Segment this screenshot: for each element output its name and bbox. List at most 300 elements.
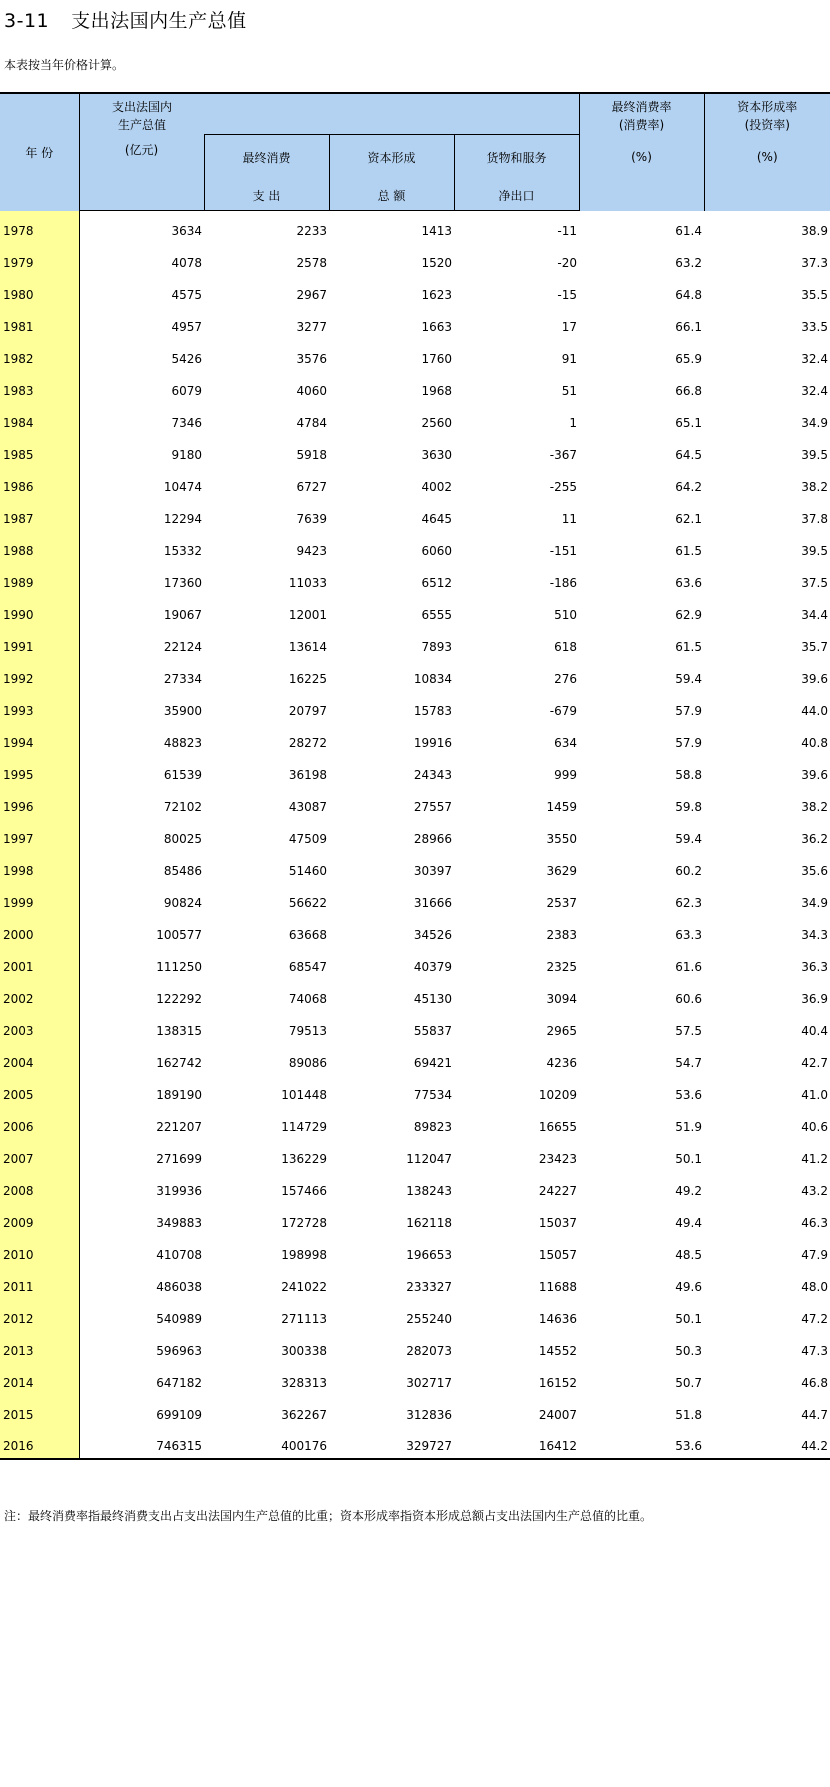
table-row [0, 1043, 830, 1075]
final-consumption-cell: 4060 [296, 383, 327, 398]
consumption-rate-cell: 61.5 [675, 639, 702, 654]
year-cell: 2009 [0, 1203, 79, 1235]
capital-rate-cell: 36.3 [801, 959, 828, 974]
table-row [0, 1171, 830, 1203]
final-consumption-cell: 47509 [288, 831, 327, 846]
table-row [0, 499, 830, 531]
year-cell: 2010 [0, 1235, 79, 1267]
gdp-cell: 7346 [171, 415, 202, 430]
final-consumption-cell: 28272 [288, 735, 327, 750]
consumption-rate-cell: 63.3 [675, 927, 702, 942]
net-exports-cell: 2325 [546, 959, 577, 974]
table-row [0, 947, 830, 979]
table-row [0, 1139, 830, 1171]
gdp-cell: 4957 [171, 319, 202, 334]
table-row [0, 371, 830, 403]
capital-formation-cell: 138243 [406, 1183, 452, 1198]
capital-rate-cell: 40.4 [801, 1023, 828, 1038]
gdp-cell: 162742 [156, 1055, 202, 1070]
consumption-rate-cell: 50.7 [675, 1375, 702, 1390]
capital-rate-cell: 32.4 [801, 351, 828, 366]
capital-formation-cell: 27557 [413, 799, 452, 814]
consumption-rate-cell: 59.8 [675, 799, 702, 814]
capital-formation-cell: 1968 [421, 383, 452, 398]
year-cell: 1982 [0, 339, 79, 371]
net-exports-cell: 634 [554, 735, 577, 750]
year-cell: 1992 [0, 659, 79, 691]
year-cell: 1998 [0, 851, 79, 883]
gdp-cell: 540989 [156, 1311, 202, 1326]
consumption-rate-cell: 57.9 [675, 703, 702, 718]
final-consumption-cell: 157466 [281, 1183, 327, 1198]
final-consumption-cell: 51460 [288, 863, 327, 878]
final-consumption-cell: 136229 [281, 1151, 327, 1166]
table-row [0, 1235, 830, 1267]
consumption-rate-cell: 58.8 [675, 767, 702, 782]
gdp-cell: 746315 [79, 1427, 204, 1459]
capital-rate-cell: 38.9 [801, 223, 828, 238]
gdp-cell: 17360 [163, 575, 202, 590]
gdp-cell: 12294 [163, 511, 202, 526]
final-consumption-cell: 4784 [296, 415, 327, 430]
capital-rate-cell: 40.8 [801, 735, 828, 750]
page-title [4, 6, 247, 33]
consumption-rate-cell: 63.6 [675, 575, 702, 590]
final-consumption-cell: 20797 [288, 703, 327, 718]
header-gdp-unit: (亿元) [79, 135, 204, 211]
final-consumption-cell: 11033 [288, 575, 327, 590]
consumption-rate-cell: 59.4 [675, 831, 702, 846]
consumption-rate-cell: 53.6 [579, 1427, 704, 1459]
gdp-cell: 15332 [163, 543, 202, 558]
final-consumption-cell: 198998 [281, 1247, 327, 1262]
table-row [0, 883, 830, 915]
consumption-rate-cell: 49.4 [675, 1215, 702, 1230]
table-row [0, 563, 830, 595]
year-cell: 1990 [0, 595, 79, 627]
capital-formation-cell: 45130 [413, 991, 452, 1006]
capital-formation-cell: 162118 [406, 1215, 452, 1230]
capital-formation-cell: 1623 [421, 287, 452, 302]
capital-formation-cell: 31666 [413, 895, 452, 910]
consumption-rate-cell: 54.7 [675, 1055, 702, 1070]
capital-rate-cell: 35.7 [801, 639, 828, 654]
capital-formation-cell: 312836 [406, 1407, 452, 1422]
capital-rate-cell: 39.5 [801, 447, 828, 462]
year-cell: 1988 [0, 531, 79, 563]
gdp-cell: 9180 [171, 447, 202, 462]
year-cell: 2004 [0, 1043, 79, 1075]
year-cell: 1980 [0, 275, 79, 307]
net-exports-cell: 1 [569, 415, 577, 430]
net-exports-cell: 24007 [538, 1407, 577, 1422]
consumption-rate-cell: 64.8 [675, 287, 702, 302]
consumption-rate-cell: 48.5 [675, 1247, 702, 1262]
gdp-cell: 138315 [156, 1023, 202, 1038]
consumption-rate-cell: 53.6 [675, 1087, 702, 1102]
net-exports-cell: -11 [557, 223, 577, 238]
consumption-rate-cell: 66.1 [675, 319, 702, 334]
consumption-rate-cell: 51.9 [675, 1119, 702, 1134]
table-row [0, 467, 830, 499]
capital-formation-cell: 34526 [413, 927, 452, 942]
gdp-cell: 349883 [156, 1215, 202, 1230]
net-exports-cell: 2383 [546, 927, 577, 942]
net-exports-cell: 3094 [546, 991, 577, 1006]
gdp-cell: 80025 [163, 831, 202, 846]
net-exports-cell: 17 [561, 319, 577, 334]
final-consumption-cell: 2578 [296, 255, 327, 270]
year-cell: 2001 [0, 947, 79, 979]
capital-rate-cell: 39.6 [801, 767, 828, 782]
net-exports-cell: 2965 [546, 1023, 577, 1038]
gdp-cell: 486038 [156, 1279, 202, 1294]
capital-rate-cell: 37.8 [801, 511, 828, 526]
net-exports-cell: 10209 [538, 1087, 577, 1102]
header-gdp-line2: 生产总值 [117, 118, 166, 132]
year-cell: 2000 [0, 915, 79, 947]
capital-formation-cell: 282073 [406, 1343, 452, 1358]
final-consumption-cell: 63668 [288, 927, 327, 942]
capital-formation-cell: 329727 [329, 1427, 454, 1459]
header-capital-rate: 资本形成率 (投资率) (%) [704, 93, 830, 211]
table-number: 3-11 [4, 10, 50, 32]
year-cell: 1994 [0, 723, 79, 755]
net-exports-cell: -255 [549, 479, 577, 494]
year-cell: 1991 [0, 627, 79, 659]
final-consumption-cell: 89086 [288, 1055, 327, 1070]
capital-formation-cell: 30397 [413, 863, 452, 878]
consumption-rate-cell: 66.8 [675, 383, 702, 398]
consumption-rate-cell: 61.5 [675, 543, 702, 558]
final-consumption-cell: 271113 [281, 1311, 327, 1326]
net-exports-cell: 16655 [538, 1119, 577, 1134]
gdp-cell: 189190 [156, 1087, 202, 1102]
header-final-consumption: 最终消费 支 出 [204, 135, 329, 211]
final-consumption-cell: 400176 [204, 1427, 329, 1459]
consumption-rate-cell: 61.4 [675, 223, 702, 238]
final-consumption-cell: 13614 [288, 639, 327, 654]
table-title: 支出法国内生产总值 [71, 10, 247, 32]
consumption-rate-cell: 64.5 [675, 447, 702, 462]
capital-formation-cell: 255240 [406, 1311, 452, 1326]
year-cell: 1979 [0, 243, 79, 275]
year-cell: 2012 [0, 1299, 79, 1331]
net-exports-cell: -15 [557, 287, 577, 302]
header-year: 年 份 [0, 93, 79, 211]
year-cell: 2014 [0, 1363, 79, 1395]
year-cell: 1997 [0, 819, 79, 851]
year-cell: 2008 [0, 1171, 79, 1203]
year-cell: 2013 [0, 1331, 79, 1363]
capital-rate-cell: 35.5 [801, 287, 828, 302]
final-consumption-cell: 16225 [288, 671, 327, 686]
year-cell: 1993 [0, 691, 79, 723]
footnote: 注：最终消费率指最终消费支出占支出法国内生产总值的比重；资本形成率指资本形成总额占支出法国内生产总值的比重。 [4, 1509, 653, 1523]
table-row [0, 531, 830, 563]
capital-rate-cell: 44.0 [801, 703, 828, 718]
net-exports-cell: -679 [549, 703, 577, 718]
capital-rate-cell: 41.0 [801, 1087, 828, 1102]
final-consumption-cell: 9423 [296, 543, 327, 558]
table-row [0, 755, 830, 787]
capital-formation-cell: 1520 [421, 255, 452, 270]
capital-formation-cell: 4645 [421, 511, 452, 526]
year-cell: 1983 [0, 371, 79, 403]
final-consumption-cell: 3277 [296, 319, 327, 334]
year-cell: 1986 [0, 467, 79, 499]
price-note: 本表按当年价格计算。 [4, 58, 125, 72]
year-cell: 2005 [0, 1075, 79, 1107]
year-cell: 1985 [0, 435, 79, 467]
capital-formation-cell: 28966 [413, 831, 452, 846]
capital-rate-cell: 46.3 [801, 1215, 828, 1230]
capital-rate-cell: 44.2 [704, 1427, 830, 1459]
net-exports-cell: 14636 [538, 1311, 577, 1326]
final-consumption-cell: 3576 [296, 351, 327, 366]
table-row [0, 1203, 830, 1235]
final-consumption-cell: 300338 [281, 1343, 327, 1358]
net-exports-cell: 999 [554, 767, 577, 782]
net-exports-cell: 618 [554, 639, 577, 654]
gdp-cell: 410708 [156, 1247, 202, 1262]
table-row [0, 1395, 830, 1427]
final-consumption-cell: 2967 [296, 287, 327, 302]
capital-formation-cell: 196653 [406, 1247, 452, 1262]
consumption-rate-cell: 62.9 [675, 607, 702, 622]
header-gdp-group [79, 93, 579, 135]
gdp-cell: 647182 [156, 1375, 202, 1390]
gdp-cell: 4575 [171, 287, 202, 302]
final-consumption-cell: 43087 [288, 799, 327, 814]
net-exports-cell: -20 [557, 255, 577, 270]
net-exports-cell: -186 [549, 575, 577, 590]
capital-rate-cell: 34.9 [801, 415, 828, 430]
table-row [0, 1107, 830, 1139]
capital-formation-cell: 233327 [406, 1279, 452, 1294]
capital-rate-cell: 43.2 [801, 1183, 828, 1198]
final-consumption-cell: 36198 [288, 767, 327, 782]
table-row [0, 1011, 830, 1043]
header-capital-formation: 资本形成 总 额 [329, 135, 454, 211]
year-cell: 2011 [0, 1267, 79, 1299]
final-consumption-cell: 68547 [288, 959, 327, 974]
gdp-cell: 72102 [163, 799, 202, 814]
capital-formation-cell: 89823 [413, 1119, 452, 1134]
final-consumption-cell: 12001 [288, 607, 327, 622]
consumption-rate-cell: 49.6 [675, 1279, 702, 1294]
capital-formation-cell: 302717 [406, 1375, 452, 1390]
capital-formation-cell: 55837 [413, 1023, 452, 1038]
consumption-rate-cell: 60.2 [675, 863, 702, 878]
consumption-rate-cell: 62.3 [675, 895, 702, 910]
final-consumption-cell: 114729 [281, 1119, 327, 1134]
table-row [0, 851, 830, 883]
gdp-cell: 596963 [156, 1343, 202, 1358]
consumption-rate-cell: 50.1 [675, 1311, 702, 1326]
net-exports-cell: 23423 [538, 1151, 577, 1166]
year-cell: 1989 [0, 563, 79, 595]
gdp-cell: 19067 [163, 607, 202, 622]
year-cell: 1978 [0, 211, 79, 243]
capital-formation-cell: 1413 [421, 223, 452, 238]
gdp-cell: 35900 [163, 703, 202, 718]
net-exports-cell: 16412 [454, 1427, 579, 1459]
gdp-cell: 100577 [156, 927, 202, 942]
year-cell: 2007 [0, 1139, 79, 1171]
capital-rate-cell: 47.3 [801, 1343, 828, 1358]
capital-rate-cell: 34.4 [801, 607, 828, 622]
capital-rate-cell: 46.8 [801, 1375, 828, 1390]
gdp-cell: 61539 [163, 767, 202, 782]
final-consumption-cell: 5918 [296, 447, 327, 462]
capital-rate-cell: 42.7 [801, 1055, 828, 1070]
capital-formation-cell: 6512 [421, 575, 452, 590]
consumption-rate-cell: 49.2 [675, 1183, 702, 1198]
net-exports-cell: 91 [561, 351, 577, 366]
capital-formation-cell: 10834 [413, 671, 452, 686]
capital-rate-cell: 32.4 [801, 383, 828, 398]
capital-formation-cell: 4002 [421, 479, 452, 494]
gdp-cell: 22124 [163, 639, 202, 654]
gdp-cell: 271699 [156, 1151, 202, 1166]
gdp-cell: 10474 [163, 479, 202, 494]
capital-formation-cell: 15783 [413, 703, 452, 718]
final-consumption-cell: 172728 [281, 1215, 327, 1230]
final-consumption-cell: 101448 [281, 1087, 327, 1102]
final-consumption-cell: 362267 [281, 1407, 327, 1422]
gdp-cell: 699109 [156, 1407, 202, 1422]
capital-formation-cell: 24343 [413, 767, 452, 782]
net-exports-cell: 15057 [538, 1247, 577, 1262]
final-consumption-cell: 2233 [296, 223, 327, 238]
gdp-cell: 90824 [163, 895, 202, 910]
table-row [0, 787, 830, 819]
table-row [0, 691, 830, 723]
capital-rate-cell: 44.7 [801, 1407, 828, 1422]
final-consumption-cell: 74068 [288, 991, 327, 1006]
year-cell: 1981 [0, 307, 79, 339]
final-consumption-cell: 79513 [288, 1023, 327, 1038]
year-cell: 2016 [0, 1427, 79, 1459]
capital-rate-cell: 39.6 [801, 671, 828, 686]
net-exports-cell: 11688 [538, 1279, 577, 1294]
table-row [0, 627, 830, 659]
net-exports-cell: 4236 [546, 1055, 577, 1070]
capital-formation-cell: 19916 [413, 735, 452, 750]
capital-formation-cell: 1663 [421, 319, 452, 334]
consumption-rate-cell: 50.3 [675, 1343, 702, 1358]
capital-rate-cell: 34.3 [801, 927, 828, 942]
consumption-rate-cell: 57.9 [675, 735, 702, 750]
consumption-rate-cell: 65.9 [675, 351, 702, 366]
consumption-rate-cell: 51.8 [675, 1407, 702, 1422]
capital-rate-cell: 34.9 [801, 895, 828, 910]
capital-formation-cell: 6555 [421, 607, 452, 622]
capital-rate-cell: 37.5 [801, 575, 828, 590]
capital-rate-cell: 47.9 [801, 1247, 828, 1262]
year-cell: 1995 [0, 755, 79, 787]
capital-formation-cell: 6060 [421, 543, 452, 558]
gdp-cell: 27334 [163, 671, 202, 686]
net-exports-cell: 15037 [538, 1215, 577, 1230]
year-cell: 2003 [0, 1011, 79, 1043]
table-row [0, 595, 830, 627]
capital-rate-cell: 40.6 [801, 1119, 828, 1134]
capital-formation-cell: 3630 [421, 447, 452, 462]
gdp-cell: 6079 [171, 383, 202, 398]
gdp-expenditure-table [0, 92, 830, 1460]
gdp-cell: 111250 [156, 959, 202, 974]
consumption-rate-cell: 62.1 [675, 511, 702, 526]
net-exports-cell: 1459 [546, 799, 577, 814]
consumption-rate-cell: 59.4 [675, 671, 702, 686]
table-row [0, 1331, 830, 1363]
header-net-exports: 货物和服务 净出口 [454, 135, 579, 211]
capital-rate-cell: 38.2 [801, 479, 828, 494]
table-row [0, 339, 830, 371]
year-cell: 1996 [0, 787, 79, 819]
capital-formation-cell: 40379 [413, 959, 452, 974]
table-row [0, 211, 830, 243]
table-row [0, 819, 830, 851]
gdp-cell: 48823 [163, 735, 202, 750]
final-consumption-cell: 241022 [281, 1279, 327, 1294]
consumption-rate-cell: 61.6 [675, 959, 702, 974]
capital-formation-cell: 1760 [421, 351, 452, 366]
gdp-cell: 5426 [171, 351, 202, 366]
capital-rate-cell: 36.2 [801, 831, 828, 846]
gdp-cell: 3634 [171, 223, 202, 238]
capital-rate-cell: 41.2 [801, 1151, 828, 1166]
table-body [0, 211, 830, 1459]
capital-rate-cell: 37.3 [801, 255, 828, 270]
net-exports-cell: 3629 [546, 863, 577, 878]
final-consumption-cell: 56622 [288, 895, 327, 910]
year-cell: 1984 [0, 403, 79, 435]
table-row [0, 723, 830, 755]
consumption-rate-cell: 65.1 [675, 415, 702, 430]
table-row [0, 307, 830, 339]
table-row [0, 275, 830, 307]
year-cell: 2002 [0, 979, 79, 1011]
table-row [0, 1075, 830, 1107]
consumption-rate-cell: 63.2 [675, 255, 702, 270]
table-row [0, 403, 830, 435]
capital-rate-cell: 47.2 [801, 1311, 828, 1326]
consumption-rate-cell: 50.1 [675, 1151, 702, 1166]
final-consumption-cell: 6727 [296, 479, 327, 494]
table-row [0, 1267, 830, 1299]
table-row [0, 979, 830, 1011]
capital-rate-cell: 36.9 [801, 991, 828, 1006]
net-exports-cell: 276 [554, 671, 577, 686]
capital-rate-cell: 35.6 [801, 863, 828, 878]
year-cell: 1999 [0, 883, 79, 915]
year-cell: 1987 [0, 499, 79, 531]
capital-formation-cell: 69421 [413, 1055, 452, 1070]
table-row [0, 1427, 830, 1459]
year-cell: 2015 [0, 1395, 79, 1427]
net-exports-cell: 11 [561, 511, 577, 526]
net-exports-cell: -151 [549, 543, 577, 558]
gdp-cell: 221207 [156, 1119, 202, 1134]
capital-rate-cell: 33.5 [801, 319, 828, 334]
capital-formation-cell: 77534 [413, 1087, 452, 1102]
net-exports-cell: 24227 [538, 1183, 577, 1198]
final-consumption-cell: 328313 [281, 1375, 327, 1390]
gdp-cell: 4078 [171, 255, 202, 270]
